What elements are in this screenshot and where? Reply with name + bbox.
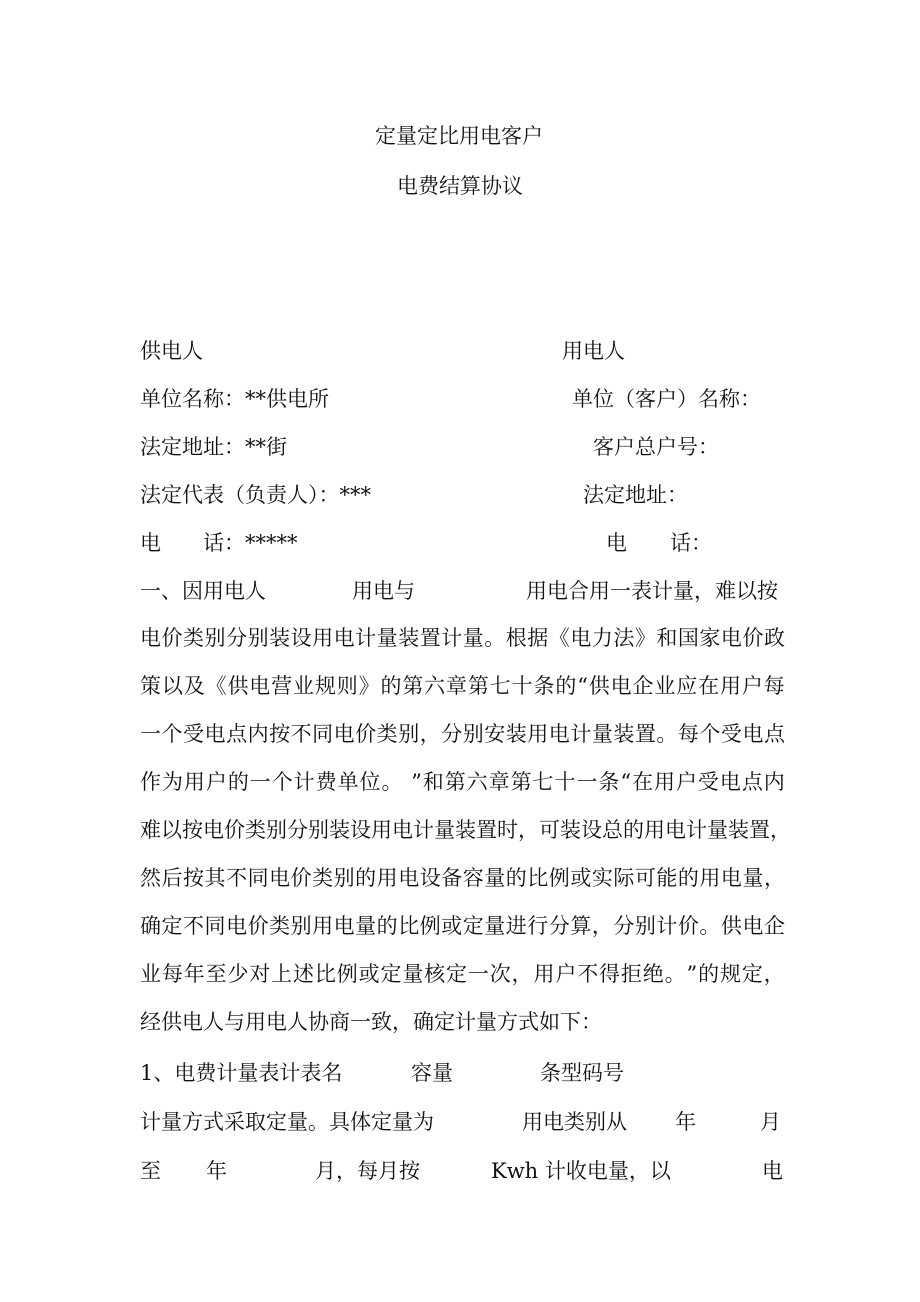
supplier-legal-representative: 法定代表（负责人）：*** — [140, 483, 371, 507]
item1-line3-part2: 年 — [206, 1159, 227, 1183]
item1-capacity-label: 容量 — [411, 1061, 453, 1085]
document-title-line2: 电费结算协议 — [397, 174, 523, 198]
clause1-line5: 作 为 用 户 的 一 个 计 费 单 位 。 ” 和 第 六 章 第 七 十 一 条 “ 在 用 户 受 电 点 内 — [140, 770, 785, 794]
item1-line3-part3: 月，每月按 — [315, 1159, 420, 1183]
consumer-legal-address: 法定地址： — [583, 483, 688, 507]
clause1-line1-part3: 用电合用一表计量，难以按 — [526, 579, 778, 603]
item1-line3-part1: 至 — [140, 1159, 161, 1183]
consumer-unit-name: 单位（客户）名称： — [572, 387, 761, 411]
item1-line3-part4: Kwh 计收电量，以 — [491, 1159, 671, 1183]
item1-barcode-label: 条型码号 — [540, 1061, 624, 1085]
consumer-phone-value: 话： — [670, 531, 712, 555]
clause1-line3: 策 以 及 《 供 电 营 业 规 则 》 的 第 六 章 第 七 十 条 的 “ 供 电 企 业 应 在 用 户 每 — [140, 674, 785, 698]
clause1-line6: 难 以 按 电 价 类 别 分 别 装 设 用 电 计 量 装 置 时 ， 可 装 设 总 的 用 电 计 量 装 置 ， — [140, 818, 791, 842]
clause1-line9: 业 每 年 至 少 对 上 述 比 例 或 定 量 核 定 一 次 ， 用 户 不 得 拒 绝 。 ” 的 规 定 ， — [140, 962, 785, 986]
clause1-line8: 确 定 不 同 电 价 类 别 用 电 量 的 比 例 或 定 量 进 行 分 算 ， 分 别 计 价 。 供 电 企 — [140, 914, 785, 938]
clause1-line1-part1: 一、因用电人 — [140, 579, 266, 603]
item1-line2-part4: 月 — [760, 1110, 781, 1134]
item1-line2-part2: 用电类别从 — [522, 1110, 627, 1134]
supplier-heading: 供电人 — [140, 339, 203, 363]
supplier-phone-label: 电 — [140, 531, 161, 555]
consumer-account-number: 客户总户号： — [593, 435, 719, 459]
document-title-line1: 定量定比用电客户 — [375, 124, 543, 148]
item1-line2-part3: 年 — [675, 1110, 696, 1134]
supplier-phone-value: 话：***** — [203, 531, 298, 555]
clause1-line10: 经供电人与用电人协商一致，确定计量方式如下： — [140, 1010, 602, 1034]
consumer-phone-label: 电 — [606, 531, 627, 555]
clause1-line2: 电 价 类 别 分 别 装 设 用 电 计 量 装 置 计 量 。 根 据 《 电 力 法 》 和 国 家 电 价 政 — [140, 626, 785, 650]
item1-line3-part5: 电 — [762, 1159, 783, 1183]
consumer-heading: 用电人 — [562, 339, 625, 363]
supplier-unit-name: 单位名称：**供电所 — [140, 387, 329, 411]
clause1-line4: 一 个 受 电 点 内 按 不 同 电 价 类 别 ， 分 别 安 装 用 电 计 量 装 置 。 每 个 受 电 点 — [140, 722, 785, 746]
clause1-line1-part2: 用电与 — [352, 579, 415, 603]
clause1-line7: 然 后 按 其 不 同 电 价 类 别 的 用 电 设 备 容 量 的 比 例 或 实 际 可 能 的 用 电 量 ， — [140, 866, 785, 890]
supplier-legal-address: 法定地址：**街 — [140, 435, 287, 459]
item1-line2-part1: 计量方式采取定量。具体定量为 — [140, 1110, 434, 1134]
item1-meter-name-label: 1、电费计量表计表名 — [140, 1061, 343, 1085]
